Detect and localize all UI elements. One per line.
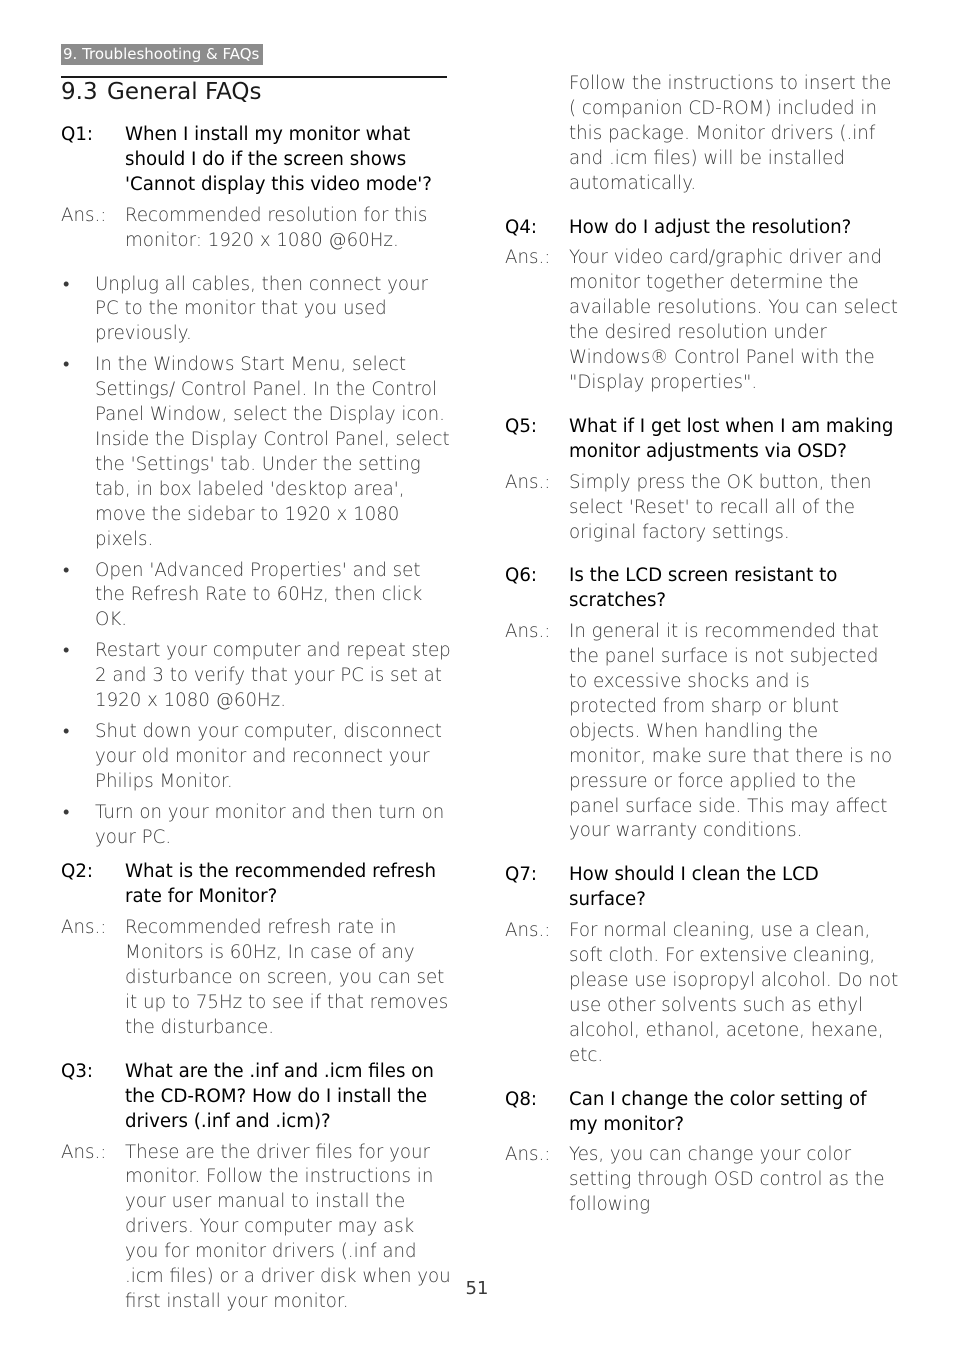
faq-q2-answer xyxy=(61,916,453,1041)
faq-q5-answer xyxy=(505,471,900,546)
faq-q8-answer xyxy=(505,1143,900,1218)
faq-q5-question xyxy=(505,415,900,465)
faq-q4-answer xyxy=(505,246,900,395)
ans-label: Ans.: xyxy=(61,204,107,226)
bullet-text: In the Windows Start Menu, select Settings/ Control Panel. In the Control Panel Window, select the Display icon. Inside the Display Control Panel, select the 'Settings' tab. Under the setting tab, in box labeled 'desktop area', move the sidebar to 1920 x 1080 pixels. xyxy=(95,354,450,550)
bullet-glyph: • xyxy=(63,640,70,662)
section-title: General FAQs xyxy=(107,79,262,105)
right-column xyxy=(505,72,900,1218)
list-item xyxy=(61,559,453,634)
q-label: Q6: xyxy=(505,565,538,587)
bullet-glyph: • xyxy=(63,559,70,581)
bullet-glyph: • xyxy=(63,801,70,823)
faq-q1-steps xyxy=(61,273,453,851)
ans-label: Ans.: xyxy=(505,621,551,643)
list-item xyxy=(61,273,453,348)
bullet-text: Turn on your monitor and then turn on your PC. xyxy=(95,801,445,848)
list-item xyxy=(61,801,453,851)
question-text: What is the recommended refresh rate for Monitor? xyxy=(125,861,437,908)
q-label: Q3: xyxy=(61,1060,94,1082)
left-column xyxy=(61,123,453,1315)
list-item xyxy=(61,353,453,552)
faq-q2-question xyxy=(61,860,453,910)
answer-text: Your video card/graphic driver and monitor together determine the available resolutions. You can select the desired resolution under Windows® Control Panel with the "Display properties". xyxy=(569,247,898,393)
ans-label: Ans.: xyxy=(505,247,551,269)
bullet-glyph: • xyxy=(63,720,70,742)
answer-text: In general it is recommended that the panel surface is not subjected to excessive shocks and is protected from sharp or blunt objects. When handling the monitor, make sure that there is no pressure or force applied to the panel surface side. This may affect your warranty conditions. xyxy=(569,621,893,842)
question-text: How should I clean the LCD surface? xyxy=(569,864,819,911)
answer-text: Yes, you can change your color setting through OSD control as the following xyxy=(569,1144,885,1216)
page-number: 51 xyxy=(465,1278,489,1299)
ans-label: Ans.: xyxy=(505,471,551,493)
bullet-glyph: • xyxy=(63,354,70,376)
faq-q1-answer xyxy=(61,204,453,254)
ans-label: Ans.: xyxy=(61,1141,107,1163)
faq-q7-answer xyxy=(505,919,900,1068)
faq-q1-question xyxy=(61,123,453,198)
page-title xyxy=(61,77,262,107)
answer-text: Recommended refresh rate in Monitors is 60Hz, In case of any disturbance on screen, you can set it up to 75Hz to see if that removes the disturbance. xyxy=(125,917,449,1038)
answer-text: Simply press the OK button, then select 'Reset' to recall all of the original factory settings. xyxy=(569,471,872,543)
section-tag: 9. Troubleshooting & FAQs xyxy=(61,44,263,65)
bullet-glyph: • xyxy=(63,273,70,295)
answer-text: For normal cleaning, use a clean, soft cloth. For extensive cleaning, please use isopropyl alcohol. Do not use other solvents such as ethyl alcohol, ethanol, acetone, hexane, etc. xyxy=(569,920,899,1066)
list-item xyxy=(61,639,453,714)
faq-q7-question xyxy=(505,863,900,913)
section-number: 9.3 xyxy=(61,79,98,105)
question-text: What are the .inf and .icm files on the CD-ROM? How do I install the drivers (.inf and .icm)? xyxy=(125,1060,434,1132)
faq-q6-answer xyxy=(505,620,900,844)
answer-text: Recommended resolution for this monitor: 1920 x 1080 @60Hz. xyxy=(125,204,428,251)
q-label: Q8: xyxy=(505,1088,538,1110)
faq-q4-question xyxy=(505,216,900,241)
faq-q8-question xyxy=(505,1088,900,1138)
bullet-text: Open 'Advanced Properties' and set the Refresh Rate to 60Hz, then click OK. xyxy=(95,559,423,631)
faq-q3-answer-continued: Follow the instructions to insert the ( companion CD-ROM) included in this package. Monitor drivers (.inf and .icm files) will be installed automatically. xyxy=(569,73,892,194)
bullet-text: Restart your computer and repeat step 2 and 3 to verify that your PC is set at 1920 x 1080 @60Hz. xyxy=(95,640,451,712)
question-text: Is the LCD screen resistant to scratches? xyxy=(569,565,838,612)
q-label: Q5: xyxy=(505,415,538,437)
list-item xyxy=(61,720,453,795)
question-text: How do I adjust the resolution? xyxy=(569,216,852,238)
bullet-text: Shut down your computer, disconnect your old monitor and reconnect your Philips Monitor. xyxy=(95,720,442,792)
q-label: Q4: xyxy=(505,216,538,238)
ans-label: Ans.: xyxy=(505,920,551,942)
bullet-text: Unplug all cables, then connect your PC to the monitor that you used previously. xyxy=(95,273,428,345)
question-text: When I install my monitor what should I do if the screen shows 'Cannot display this video mode'? xyxy=(125,124,432,195)
faq-q6-question xyxy=(505,564,900,614)
ans-label: Ans.: xyxy=(61,917,107,939)
ans-label: Ans.: xyxy=(505,1144,551,1166)
question-text: What if I get lost when I am making monitor adjustments via OSD? xyxy=(569,415,894,462)
q-label: Q2: xyxy=(61,861,94,883)
q-label: Q1: xyxy=(61,124,94,145)
answer-text: These are the driver files for your monitor. Follow the instructions in your user manual to install the drivers. Your computer may ask you for monitor drivers (.inf and .icm files) or a driver disk when you first install your monitor. xyxy=(125,1141,451,1312)
faq-q3-question xyxy=(61,1060,453,1135)
q-label: Q7: xyxy=(505,864,538,886)
question-text: Can I change the color setting of my monitor? xyxy=(569,1088,867,1135)
